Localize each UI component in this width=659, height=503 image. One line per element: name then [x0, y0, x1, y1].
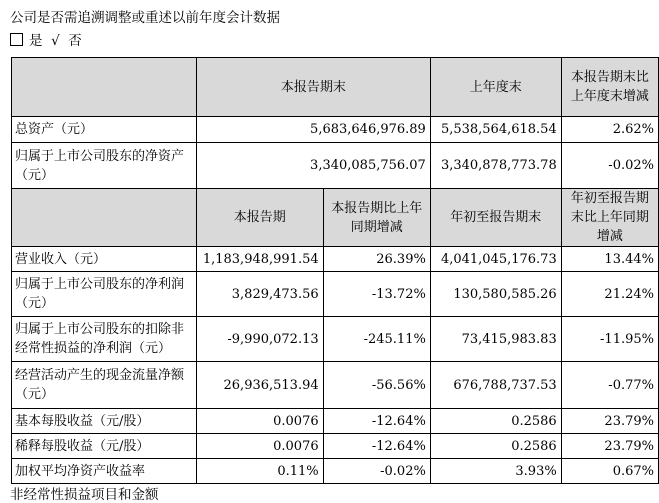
- table-a-header-current: 本报告期末: [196, 58, 430, 117]
- table-b-header-blank: [12, 189, 197, 247]
- table-row: [12, 409, 659, 434]
- row-label: 经营活动产生的现金流量净额（元）: [12, 362, 197, 409]
- table-a-header-row: [12, 58, 659, 117]
- row-label: 稀释每股收益（元/股）: [12, 434, 197, 459]
- table-b-header-period: 本报告期: [196, 189, 323, 247]
- cell-change: -0.02%: [561, 143, 658, 189]
- cell-period: 3,829,473.56: [196, 272, 323, 317]
- cell-prior: 5,538,564,618.54: [430, 117, 561, 143]
- checkbox-icon: [10, 33, 23, 46]
- cell-period: 1,183,948,991.54: [196, 247, 323, 272]
- table-row: [12, 247, 659, 272]
- option-no: 否: [68, 33, 82, 49]
- cell-period-change: -12.64%: [323, 409, 430, 434]
- cell-ytd-change: 21.24%: [561, 272, 658, 317]
- cell-period-change: -12.64%: [323, 434, 430, 459]
- cell-period-change: -13.72%: [323, 272, 430, 317]
- cell-ytd: 73,415,983.83: [430, 317, 561, 362]
- footer-line: 非经常性损益项目和金额: [10, 487, 159, 503]
- financial-data-table: [11, 57, 659, 484]
- table-a-header-prior: 上年度末: [430, 58, 561, 117]
- table-a-header-blank: [12, 58, 197, 117]
- row-label: 加权平均净资产收益率: [12, 459, 197, 484]
- cell-period: -9,990,072.13: [196, 317, 323, 362]
- option-yes: 是: [29, 33, 43, 49]
- table-row: [12, 117, 659, 143]
- table-b-header-ytd: 年初至报告期末: [430, 189, 561, 247]
- row-label: 基本每股收益（元/股）: [12, 409, 197, 434]
- cell-period: 0.11%: [196, 459, 323, 484]
- table-row: [12, 362, 659, 409]
- cell-period-change: 26.39%: [323, 247, 430, 272]
- cell-current: 3,340,085,756.07: [196, 143, 430, 189]
- cell-period-change: -0.02%: [323, 459, 430, 484]
- cell-period: 0.0076: [196, 434, 323, 459]
- row-label: 归属于上市公司股东的扣除非经常性损益的净利润（元）: [12, 317, 197, 362]
- cell-ytd-change: -11.95%: [561, 317, 658, 362]
- cell-period-change: -56.56%: [323, 362, 430, 409]
- row-label: 营业收入（元）: [12, 247, 197, 272]
- row-label: 总资产（元）: [12, 117, 197, 143]
- cell-ytd: 3.93%: [430, 459, 561, 484]
- table-row: [12, 272, 659, 317]
- cell-ytd-change: 13.44%: [561, 247, 658, 272]
- table-row: [12, 459, 659, 484]
- table-row: [12, 434, 659, 459]
- row-label: 归属于上市公司股东的净资产（元）: [12, 143, 197, 189]
- cell-ytd: 0.2586: [430, 434, 561, 459]
- cell-prior: 3,340,878,773.78: [430, 143, 561, 189]
- check-mark: √: [51, 33, 60, 49]
- row-label: 归属于上市公司股东的净利润（元）: [12, 272, 197, 317]
- cell-ytd-change: 23.79%: [561, 434, 658, 459]
- table-b-header-ytd-change: 年初至报告期末比上年同期增减: [561, 189, 658, 247]
- cell-ytd: 130,580,585.26: [430, 272, 561, 317]
- cell-ytd: 676,788,737.53: [430, 362, 561, 409]
- restatement-choice: [10, 29, 82, 49]
- intro-line: 公司是否需追溯调整或重述以前年度会计数据: [10, 10, 280, 26]
- cell-period-change: -245.11%: [323, 317, 430, 362]
- cell-ytd-change: 23.79%: [561, 409, 658, 434]
- table-b-header-period-change: 本报告期比上年同期增减: [323, 189, 430, 247]
- cell-ytd: 4,041,045,176.73: [430, 247, 561, 272]
- table-b-header-row: [12, 189, 659, 247]
- cell-ytd-change: -0.77%: [561, 362, 658, 409]
- cell-change: 2.62%: [561, 117, 658, 143]
- cell-period: 26,936,513.94: [196, 362, 323, 409]
- table-a-header-change: 本报告期末比上年度末增减: [561, 58, 658, 117]
- table-row: [12, 143, 659, 189]
- cell-ytd: 0.2586: [430, 409, 561, 434]
- table-row: [12, 317, 659, 362]
- cell-ytd-change: 0.67%: [561, 459, 658, 484]
- cell-current: 5,683,646,976.89: [196, 117, 430, 143]
- cell-period: 0.0076: [196, 409, 323, 434]
